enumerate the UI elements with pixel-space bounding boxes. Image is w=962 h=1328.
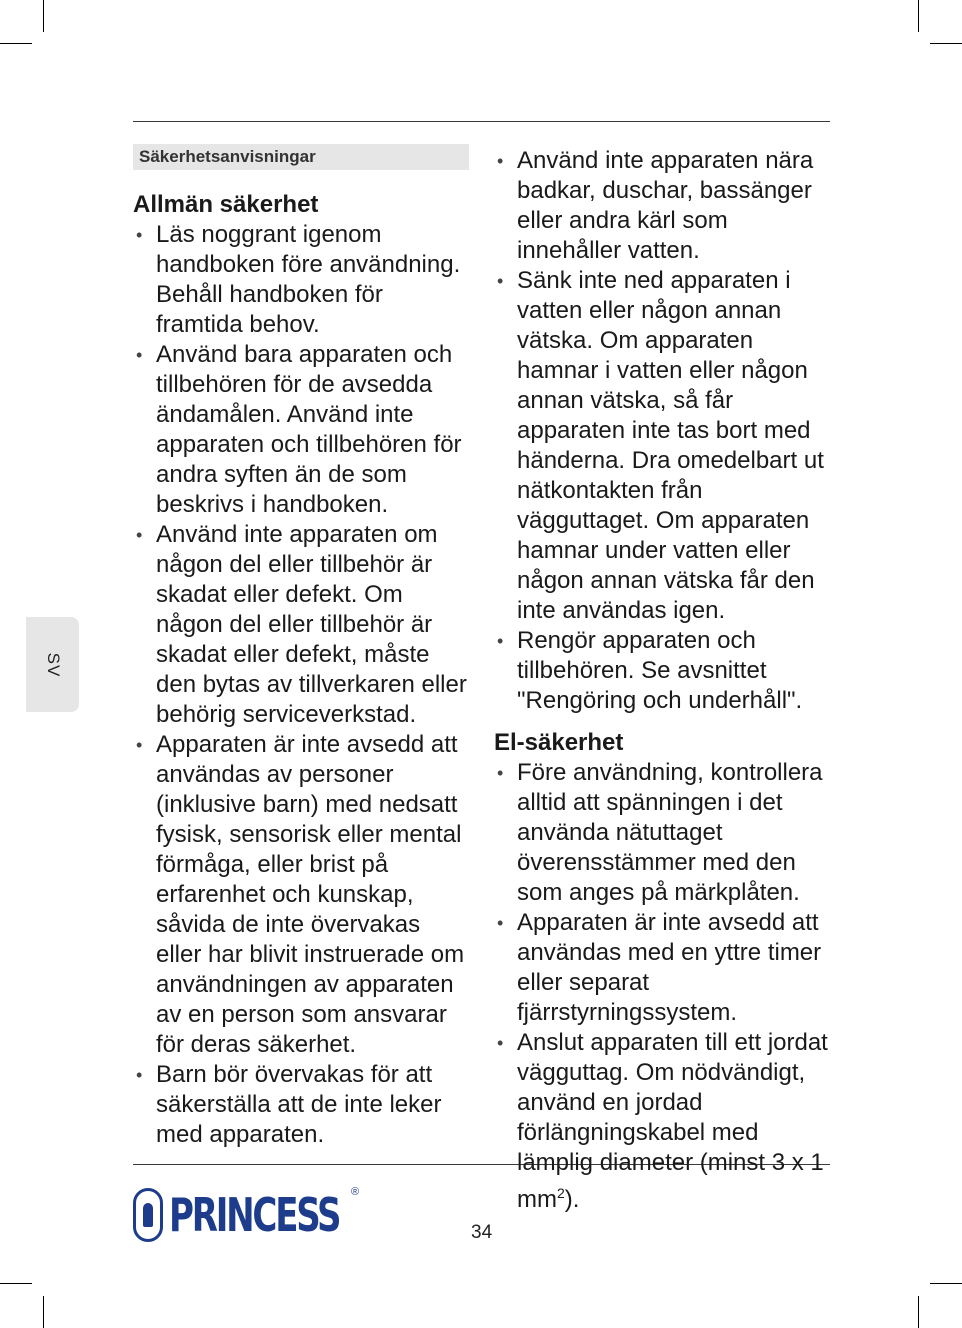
general-safety-list: [133, 220, 469, 1150]
crop-mark: [918, 0, 919, 32]
list-item: • Sänk inte ned apparaten i vatten eller någon annan vätska. Om apparaten hamnar i vatten eller någon annan vätska, så får apparaten inte tas bort med händerna. Dra omedelbart ut nätkontakten från vägguttaget. Om apparaten hamnar under vatten eller någon annan vätska får den inte användas igen.: [494, 266, 832, 626]
section-label: Säkerhetsanvisningar: [133, 144, 469, 170]
crop-mark: [0, 43, 32, 44]
crop-mark: [930, 1283, 962, 1284]
electrical-safety-list: [494, 758, 832, 1215]
superscript-2: 2: [556, 1185, 565, 1201]
crop-mark: [43, 0, 44, 32]
list-item: • Rengör apparaten och tillbehören. Se avsnittet "Rengöring och underhåll".: [494, 626, 832, 716]
language-tab-label: SV: [43, 652, 63, 677]
princess-logo: [133, 1186, 399, 1244]
crop-mark: [0, 1283, 32, 1284]
list-item: • Före användning, kontrollera alltid att spänningen i det använda nätuttaget överensstämmer med den som anges på märkplåten.: [494, 758, 832, 908]
language-tab: [26, 617, 79, 712]
crop-mark: [930, 43, 962, 44]
left-column: [133, 144, 469, 1150]
list-item: • Barn bör övervakas för att säkerställa att de inte leker med apparaten.: [133, 1060, 469, 1150]
cable-diameter-text: Anslut apparaten till ett jordat vägguttag. Om nödvändigt, använd en jordad förlängningskabel med lämplig diameter (minst 3 x 1 mm: [517, 1029, 828, 1213]
page-number: 34: [471, 1222, 493, 1243]
right-column: [494, 144, 832, 1215]
list-item: • Apparaten är inte avsedd att användas med en yttre timer eller separat fjärrstyrningssystem.: [494, 908, 832, 1028]
crown-emblem-icon: [133, 1188, 163, 1242]
registered-mark: ®: [351, 1186, 360, 1198]
list-item: • Använd bara apparaten och tillbehören för de avsedda ändamålen. Använd inte apparaten och tillbehören för andra syften än de som beskrivs i handboken.: [133, 340, 469, 520]
electrical-safety-heading: El-säkerhet: [494, 729, 624, 756]
crop-mark: [918, 1296, 919, 1328]
list-item: • Använd inte apparaten om någon del eller tillbehör är skadat eller defekt. Om någon del eller tillbehör är skadat eller defekt, måste den bytas av tillverkaren eller behörig serviceverkstad.: [133, 520, 469, 730]
list-item: [494, 1028, 832, 1215]
general-safety-list-continued: [494, 146, 832, 716]
crop-mark: [43, 1296, 44, 1328]
cable-diameter-text-end: ).: [564, 1186, 580, 1213]
top-rule: [133, 121, 830, 122]
brand-name: PRINCESS: [169, 1188, 340, 1242]
list-item: • Använd inte apparaten nära badkar, duschar, bassänger eller andra kärl som innehåller vatten.: [494, 146, 832, 266]
list-item: • Apparaten är inte avsedd att användas av personer (inklusive barn) med nedsatt fysisk, sensorisk eller mental förmåga, eller brist på erfarenhet och kunskap, såvida de inte övervakas eller har blivit instruerade om användningen av apparaten av en person som ansvarar för deras säkerhet.: [133, 730, 469, 1060]
general-safety-heading: Allmän säkerhet: [133, 191, 319, 218]
list-item: • Läs noggrant igenom handboken före användning. Behåll handboken för framtida behov.: [133, 220, 469, 340]
